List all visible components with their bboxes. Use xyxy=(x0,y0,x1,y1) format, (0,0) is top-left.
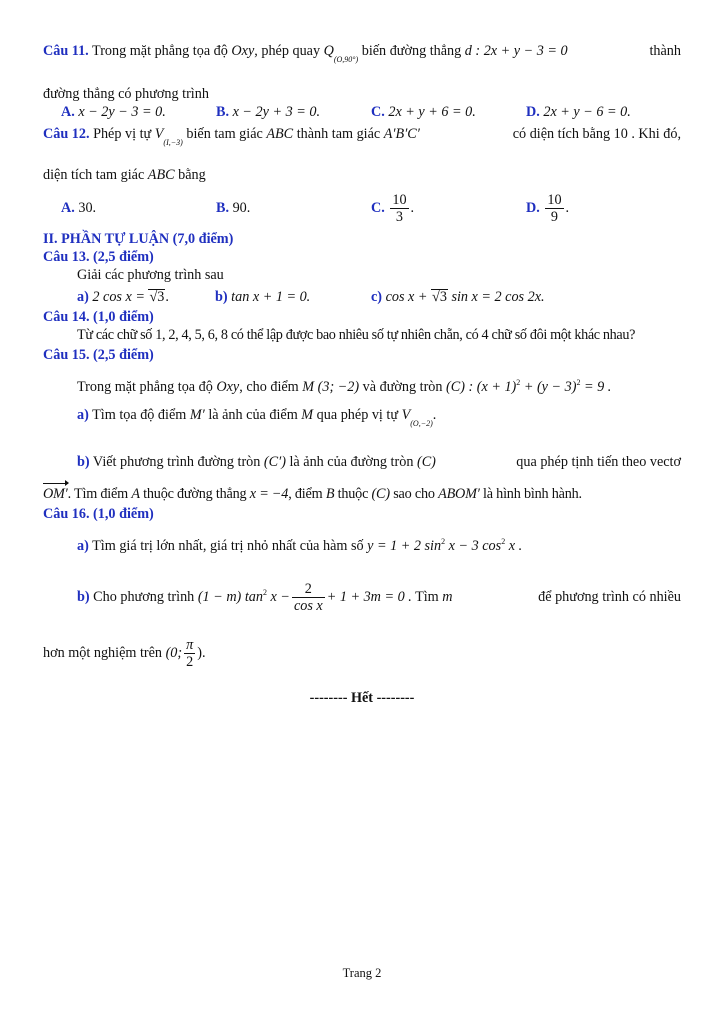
exponent: 2 xyxy=(262,587,267,597)
eq: sin x = 2 cos 2x. xyxy=(447,289,545,305)
q13-part-c xyxy=(371,288,631,306)
q11-label: Câu 11. xyxy=(43,43,89,59)
q15-label: Câu 15. (2,5 điểm) xyxy=(43,347,154,363)
option-label: C. xyxy=(371,104,385,120)
punct: . xyxy=(432,407,437,423)
q11-text-e: đường thẳng có phương trình xyxy=(43,86,209,102)
triangle-abc: ABC xyxy=(266,126,294,142)
circle-eq: = 9 . xyxy=(580,379,612,395)
circle-eq: + (y − 3) xyxy=(520,379,577,395)
homothety-symbol: V xyxy=(154,126,164,142)
option-label: C. xyxy=(371,199,385,216)
q11-text-d: thành xyxy=(649,43,681,59)
oxy: Oxy xyxy=(216,379,240,395)
interval: (0; xyxy=(165,644,183,661)
text: và đường tròn xyxy=(362,379,443,395)
vector-om-prime: OM′ xyxy=(43,486,68,502)
q12-text-d: có diện tích bằng 10 . Khi đó, xyxy=(512,126,681,142)
line-equation: d : 2x + y − 3 = 0 xyxy=(464,43,568,59)
function: x . xyxy=(505,538,523,554)
q12-option-d[interactable] xyxy=(526,192,681,225)
q13-parts xyxy=(43,288,681,306)
option-label: B. xyxy=(216,199,230,216)
q13-part-b xyxy=(215,288,371,306)
q11-options xyxy=(43,103,681,121)
parameter-m: m xyxy=(442,588,453,605)
q11-line1 xyxy=(43,42,681,69)
option-value: 2x + y − 6 = 0. xyxy=(543,104,631,120)
text: để phương trình có nhiều xyxy=(538,588,681,605)
q15-intro xyxy=(43,374,681,396)
equation: (1 − m) tan xyxy=(197,588,263,605)
text: thuộc xyxy=(337,486,369,502)
q11-option-b[interactable] xyxy=(216,103,371,121)
sqrt: √3 xyxy=(432,289,447,305)
q11-text-c: biến đường thẳng xyxy=(361,43,462,59)
equation: + 1 + 3m = 0 . xyxy=(326,588,412,605)
text: , cho điểm xyxy=(239,379,299,395)
q12-text-f: bằng xyxy=(178,167,206,183)
text: là ảnh của điểm xyxy=(208,407,298,423)
option-label: D. xyxy=(526,199,540,216)
end-marker: -------- Hết -------- xyxy=(309,690,415,706)
line-eq: x = −4 xyxy=(249,486,289,502)
page-number: Trang 2 xyxy=(342,966,382,980)
point: M xyxy=(301,407,314,423)
part-label: b) xyxy=(77,588,90,605)
q12-options xyxy=(43,188,681,228)
q13-intro: Giải các phương trình sau xyxy=(77,267,224,283)
numerator: 10 xyxy=(392,191,407,208)
function: y = 1 + 2 sin xyxy=(367,538,442,554)
q12-line1 xyxy=(43,125,681,152)
exponent: 2 xyxy=(516,378,521,387)
option-value: x − 2y + 3 = 0. xyxy=(232,104,320,120)
q11-text-b: , phép quay xyxy=(254,43,321,59)
part-label: a) xyxy=(77,407,89,423)
q12-label: Câu 12. xyxy=(43,126,90,142)
option-value: 30. xyxy=(78,199,97,216)
exam-page xyxy=(43,42,681,707)
q16-label: Câu 16. (1,0 điểm) xyxy=(43,506,154,522)
oxy: Oxy xyxy=(231,43,255,59)
fraction xyxy=(545,192,563,225)
option-label: B. xyxy=(216,104,230,120)
text: qua phép vị tự xyxy=(316,407,399,423)
text: Tìm giá trị lớn nhất, giá trị nhỏ nhất của hàm số xyxy=(92,538,364,554)
text: qua phép tịnh tiến theo vectơ xyxy=(516,454,681,470)
interval: ). xyxy=(197,644,206,661)
q14-text: Từ các chữ số 1, 2, 4, 5, 6, 8 có thể lập được bao nhiêu số tự nhiên chẵn, có 4 chữ số đôi một khác nhau? xyxy=(77,327,636,343)
homothety-sub: (I,−3) xyxy=(163,138,183,147)
fraction xyxy=(292,581,325,614)
fraction xyxy=(184,637,195,670)
text: thuộc đường thẳng xyxy=(143,486,247,502)
part-label: a) xyxy=(77,538,89,554)
q16-part-b-line1 xyxy=(43,577,681,617)
q12-option-b[interactable] xyxy=(216,200,371,217)
sqrt-value: 3 xyxy=(157,289,165,305)
exponent: 2 xyxy=(441,537,446,546)
q11-line2 xyxy=(43,85,681,103)
q12-text-c: thành tam giác xyxy=(296,126,381,142)
punct: . xyxy=(410,199,415,216)
punct: . xyxy=(165,289,169,305)
text: sao cho xyxy=(393,486,435,502)
numerator: 10 xyxy=(547,191,562,208)
exponent: 2 xyxy=(501,537,506,546)
part-label: a) xyxy=(77,289,89,305)
option-value: 90. xyxy=(232,199,251,216)
text: là ảnh của đường tròn xyxy=(289,454,414,470)
text: Cho phương trình xyxy=(93,588,195,605)
circle-c-prime: (C′) xyxy=(263,454,286,470)
triangle-abc: ABC xyxy=(147,167,175,183)
q15-part-b-line1 xyxy=(43,453,681,471)
text: , điểm xyxy=(288,486,323,502)
eq: cos x + xyxy=(385,289,432,305)
homothety-sub: (O,−2) xyxy=(410,419,433,428)
q13-part-a xyxy=(77,288,215,306)
q12-text-e: diện tích tam giác xyxy=(43,167,145,183)
option-label: D. xyxy=(526,104,540,120)
q13-label: Câu 13. (2,5 điểm) xyxy=(43,249,154,265)
text: hơn một nghiệm trên xyxy=(43,644,163,661)
part-label: b) xyxy=(215,289,228,305)
option-label: A. xyxy=(61,104,75,120)
text: Tìm xyxy=(415,588,439,605)
part-label: c) xyxy=(371,289,383,305)
exponent: 2 xyxy=(576,378,581,387)
triangle-abc-prime: A′B′C′ xyxy=(383,126,420,142)
function: x − 3 cos xyxy=(445,538,502,554)
q16-part-a xyxy=(43,533,681,555)
text: Trong mặt phẳng tọa độ xyxy=(77,379,213,395)
circle-c: (C) xyxy=(371,486,390,502)
q11-text: Trong mặt phẳng tọa độ xyxy=(92,43,228,59)
option-label: A. xyxy=(61,199,75,216)
point: A xyxy=(131,486,140,502)
rotation-sub: (O,90°) xyxy=(333,55,359,64)
part-label: b) xyxy=(77,454,90,470)
numerator: π xyxy=(186,636,194,653)
homothety-symbol: V xyxy=(401,407,411,423)
text: Tìm tọa độ điểm xyxy=(92,407,187,423)
section-title: II. PHẦN TỰ LUẬN (7,0 điểm) xyxy=(43,231,234,247)
q11-option-c[interactable] xyxy=(371,103,526,121)
punct: . xyxy=(565,199,570,216)
denominator: 2 xyxy=(186,653,194,670)
q12-line2 xyxy=(43,166,681,184)
option-value: x − 2y − 3 = 0. xyxy=(78,104,166,120)
circle-eq: (C) : (x + 1) xyxy=(446,379,517,395)
eq: tan x + 1 = 0. xyxy=(231,289,311,305)
numerator: 2 xyxy=(292,581,325,598)
text: là hình bình hành. xyxy=(482,486,582,502)
point: B xyxy=(325,486,335,502)
q12-text-a: Phép vị tự xyxy=(93,126,152,142)
q16-part-b-line2 xyxy=(43,633,681,673)
denominator: cos x xyxy=(293,597,323,614)
q11-option-d[interactable] xyxy=(526,103,681,121)
equation: x − xyxy=(266,588,290,605)
q12-option-a[interactable] xyxy=(61,200,216,217)
q15-part-b-line2 xyxy=(43,485,681,503)
q12-text-b: biến tam giác xyxy=(186,126,263,142)
point: M′ xyxy=(189,407,205,423)
sqrt: √3 xyxy=(149,289,165,305)
text: . Tìm điểm xyxy=(67,486,128,502)
q12-option-c[interactable] xyxy=(371,192,526,225)
q14-label: Câu 14. (1,0 điểm) xyxy=(43,309,154,325)
rotation-symbol: Q xyxy=(323,43,334,59)
sqrt-value: 3 xyxy=(439,289,447,305)
denominator: 3 xyxy=(395,208,403,225)
eq: 2 cos x = xyxy=(92,289,149,305)
denominator: 9 xyxy=(550,208,558,225)
circle-c: (C) xyxy=(416,454,436,470)
option-value: 2x + y + 6 = 0. xyxy=(388,104,476,120)
point-m: M (3; −2) xyxy=(302,379,360,395)
parallelogram: ABOM′ xyxy=(438,486,480,502)
q11-option-a[interactable] xyxy=(61,103,216,121)
q15-part-a xyxy=(43,406,681,433)
fraction xyxy=(390,192,408,225)
text: Viết phương trình đường tròn xyxy=(92,454,261,470)
